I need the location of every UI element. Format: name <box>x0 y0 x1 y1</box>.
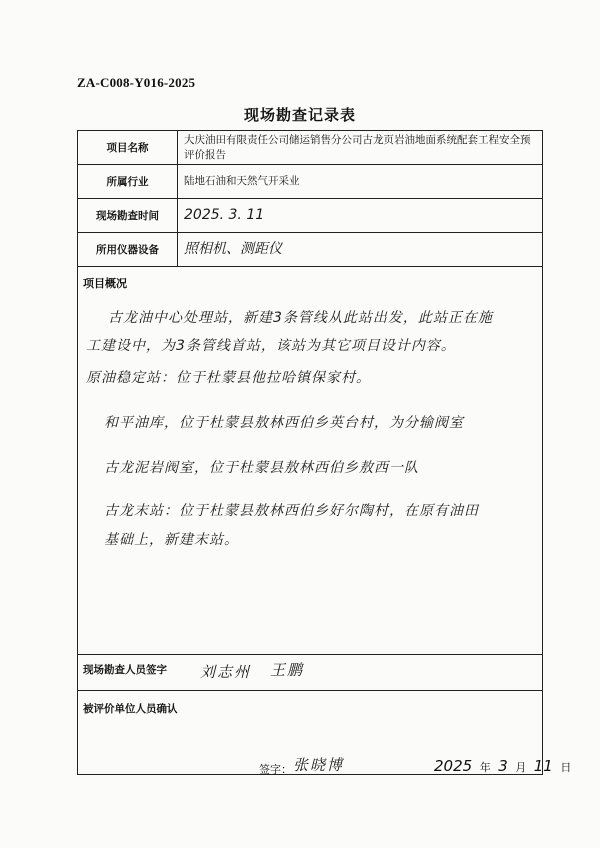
confirmation-signature: 张晓博 <box>293 756 345 774</box>
row-industry <box>78 165 542 199</box>
label-project-name: 项目名称 <box>78 131 178 164</box>
label-survey-time: 现场勘查时间 <box>78 199 178 232</box>
label-industry: 所属行业 <box>78 165 178 198</box>
document-code: ZA-C008-Y016-2025 <box>77 75 196 90</box>
row-survey-time <box>78 199 542 233</box>
value-industry: 陆地石油和天然气开采业 <box>184 175 300 187</box>
date-month: 3 <box>498 757 508 775</box>
label-instruments: 所用仪器设备 <box>78 233 178 266</box>
date-day: 11 <box>533 757 553 775</box>
overview-line: 古龙泥岩阀室，位于杜蒙县敖林西伯乡敖西一队 <box>104 460 419 476</box>
overview-line: 古龙末站：位于杜蒙县敖林西伯乡好尔陶村，在原有油田 <box>104 503 479 519</box>
page-title: 现场勘查记录表 <box>243 106 356 124</box>
overview-line: 基础上，新建末站。 <box>104 532 239 548</box>
overview-line: 原油稳定站：位于杜蒙县他拉哈镇保家村。 <box>86 370 371 386</box>
date-year-char: 年 <box>479 761 491 774</box>
overview-line: 古龙油中心处理站，新建3条管线从此站出发，此站正在施 <box>108 310 493 326</box>
record-table <box>77 130 572 776</box>
date-year: 2025 <box>434 757 473 775</box>
value-survey-time: 2025. 3. 11 <box>184 207 265 223</box>
value-project-name: 大庆油田有限责任公司储运销售分公司古龙页岩油地面系统配套工程安全预评价报告 <box>184 133 531 161</box>
row-instruments <box>78 233 542 267</box>
overview-line: 和平油库，位于杜蒙县敖林西伯乡英台村，为分输阀室 <box>104 415 464 431</box>
row-inspector-signature <box>78 655 542 691</box>
date-day-char: 日 <box>560 761 572 774</box>
row-project-name <box>78 131 542 165</box>
confirmation-label: 被评价单位人员确认 <box>83 703 178 715</box>
confirmation-date <box>430 757 571 775</box>
row-project-overview <box>78 267 542 655</box>
sign-label: 签字： <box>259 763 292 776</box>
inspector-signature-2: 王鹏 <box>270 661 305 679</box>
value-instruments: 照相机、测距仪 <box>184 241 282 257</box>
inspector-signature-1: 刘志州 <box>200 663 252 681</box>
inspector-signature-label: 现场勘查人员签字 <box>83 664 167 676</box>
overview-label: 项目概况 <box>83 277 127 290</box>
date-month-char: 月 <box>515 761 527 774</box>
row-unit-confirmation <box>78 691 572 776</box>
overview-line: 工建设中，为3条管线首站，该站为其它项目设计内容。 <box>86 338 456 354</box>
